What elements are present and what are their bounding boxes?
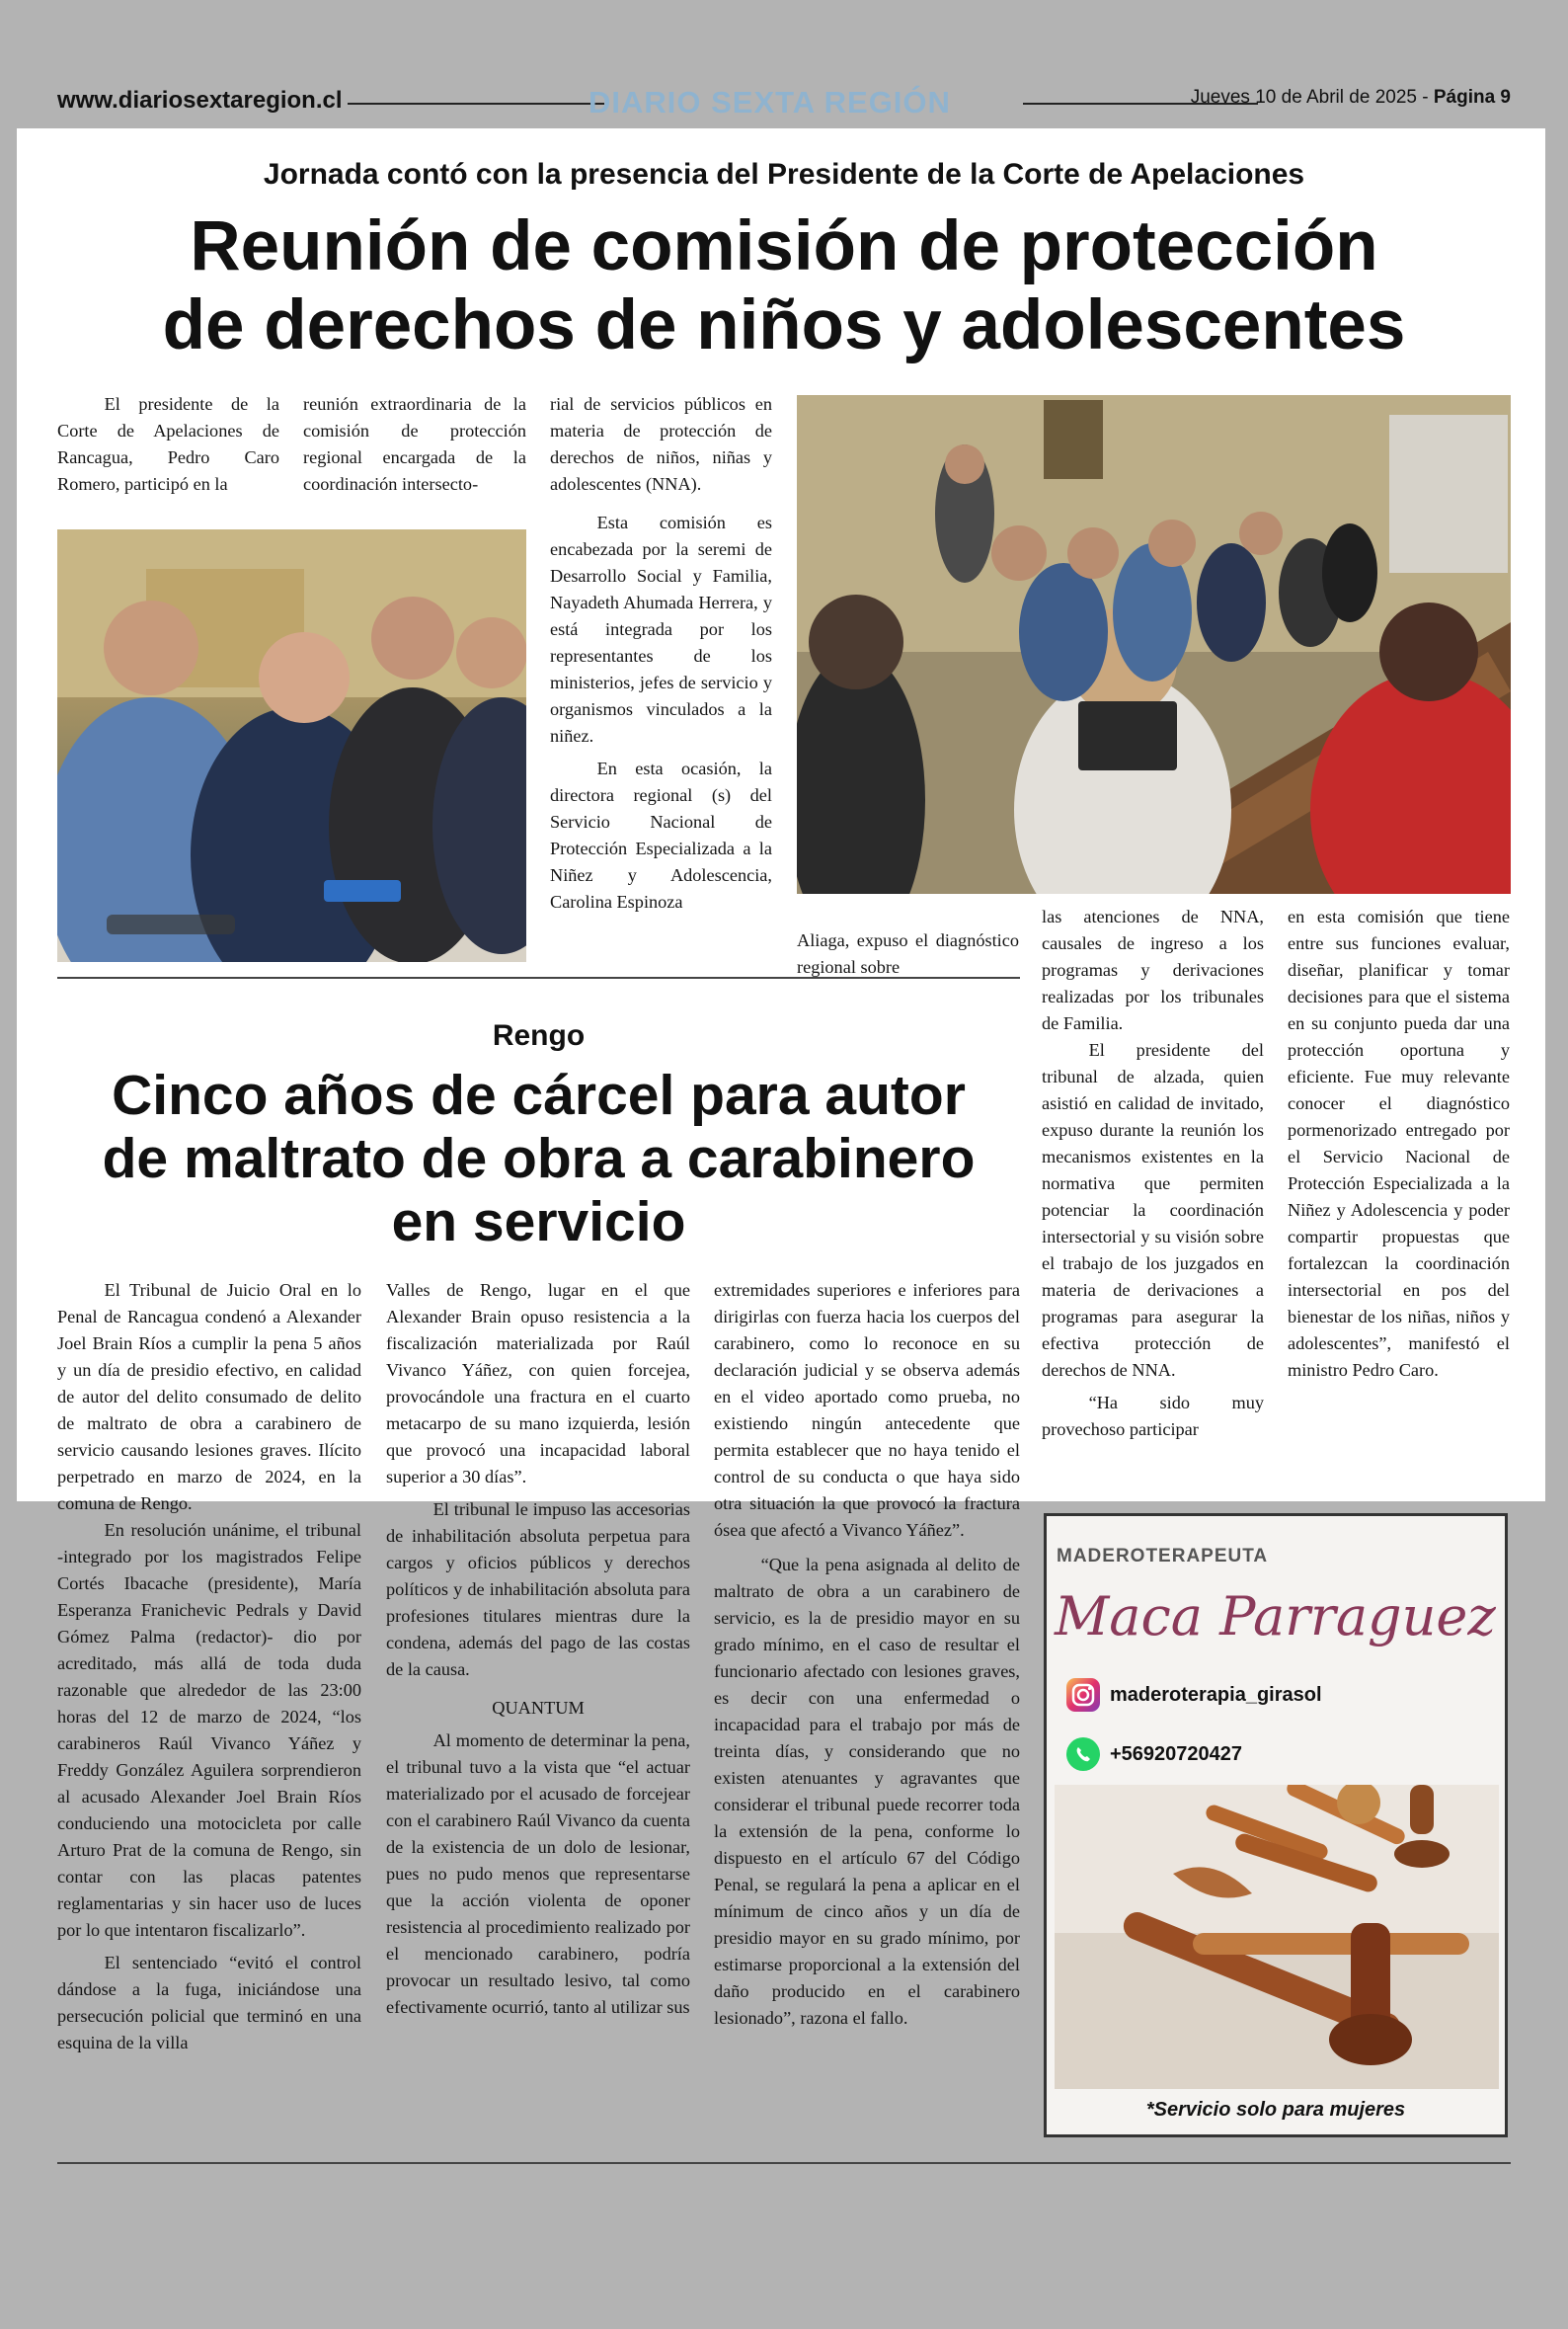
article2-kicker: Rengo (492, 1019, 586, 1052)
article1-col1 (57, 391, 279, 498)
paragraph: En resolución unánime, el tribunal -integrado por los magistrados Felipe Cortés Ibacache (presidente), María Esperanza Franichevic Pedrals y David Gómez Palma (redactor)- dio por acreditado, más allá de toda duda razonable que alrededor de las 23:00 horas del 12 de marzo de 2024, “los carabineros Raúl Vivanco Yáñez y Freddy González Aguilera sorprendieron al acusado Alexander Joel Brain Ríos conduciendo una motocicleta por calle Arturo Prat de la comuna de Rengo, sin contar con las placas patentes reglamentarias y sin hacer uso de luces por lo que intentaron fiscalizarlo”. (57, 1520, 361, 1940)
article1-col6 (1288, 904, 1510, 1384)
paragraph: rial de servicios públicos en materia de protección de derechos de niños, niñas y adolescentes (NNA). (550, 394, 772, 494)
paragraph: El presidente de la Corte de Apelaciones de Rancagua, Pedro Caro Romero, participó en la (57, 394, 279, 494)
article2-col3 (714, 1277, 1020, 2032)
ad-phone[interactable]: +56920720427 (1110, 1743, 1243, 1765)
article2-headline (57, 1065, 1020, 1253)
page-bottom-rule (57, 2162, 1511, 2164)
meeting-photo-left (57, 529, 526, 962)
article1-col3 (550, 391, 772, 916)
paragraph: reunión extraordinaria de la comisión de protección regional encargada de la coordinación intersecto- (303, 394, 526, 494)
page-number: Página 9 (1433, 87, 1511, 108)
ad-footer-note: *Servicio solo para mujeres (1145, 2099, 1406, 2121)
paragraph: Al momento de determinar la pena, el tribunal tuvo a la vista que “el actuar materializado por el acusado de forcejear con el carabinero Raúl Vivanco da cuenta de la existencia de un dolo de lesionar, pues no pudo menos que representarse que la acción violenta de oponer resistencia al procedimiento realizado por el mencionado carabinero, podría provocar un resultado lesivo, tal como efectivamente ocurrió, tanto al utilizar sus (386, 1730, 690, 2017)
section-divider (57, 977, 1020, 979)
paragraph: El Tribunal de Juicio Oral en lo Penal de Rancagua condenó a Alexander Joel Brain Ríos a cumplir la pena 5 años y un día de presidio efectivo, en calidad de autor del delito consumado de delito de maltrato de obra a carabinero de servicio causando lesiones graves. Ilícito perpetrado en marzo de 2024, en la comuna de Rengo. (57, 1280, 361, 1513)
masthead-divider (348, 103, 604, 105)
paragraph: “Ha sido muy provechoso participar (1042, 1393, 1264, 1439)
paragraph: Aliaga, expuso el diagnóstico regional sobre (797, 930, 1019, 977)
article2-col2 (386, 1277, 690, 2021)
ad-brand-name: Maca Parraguez (1055, 1585, 1496, 1647)
article2-title-line2: de maltrato de obra a carabinero (102, 1126, 976, 1190)
article2-title-line1: Cinco años de cárcel para autor (112, 1064, 966, 1127)
paragraph: las atenciones de NNA, causales de ingreso a los programas y derivaciones realizadas por los tribunales de Familia. (1042, 907, 1264, 1033)
subheading-quantum: QUANTUM (492, 1698, 585, 1718)
paragraph: extremidades superiores e inferiores para dirigirlas con fuerza hacia los cuerpos del carabinero, como lo reconoce en su declaración judicial y se observa además en el video aportado como prueba, no existiendo ningún antecedente que permita establecer que no haya tenido el control de su conducta o que haya sido otra situación la que provocó la fractura ósea que afectó a Vivanco Yáñez”. (714, 1280, 1020, 1540)
meeting-photo-right (797, 395, 1511, 894)
article2-col1 (57, 1277, 361, 2056)
paragraph: en esta comisión que tiene entre sus funciones evaluar, diseñar, planificar y tomar decisiones para que el sistema en su conjunto pueda dar una protección oportuna y eficiente. Fue muy relevante conocer el diagnóstico pormenorizado entregado por el Servicio Nacional de Protección Especializada a la Niñez y Adolescencia y poder compartir propuestas que fortalezcan la coordinación intersectorial en pos del bienestar de los niñas, niños y adolescentes”, manifestó el ministro Pedro Caro. (1288, 907, 1510, 1380)
ad-instagram-handle[interactable]: maderoterapia_girasol (1110, 1684, 1322, 1706)
paragraph: El tribunal le impuso las accesorias de inhabilitación absoluta perpetua para cargos y oficios públicos y derechos políticos y de inhabilitación absoluta para profesiones titulares mientras dure la condena, además del pago de las costas de la causa. (386, 1499, 690, 1679)
paragraph: Esta comisión es encabezada por la seremi de Desarrollo Social y Familia, Nayadeth Ahumada Herrera, y está integrada por los representantes de los ministerios, jefes de servicio y organismos vinculados a la niñez. (550, 513, 772, 746)
whatsapp-icon (1066, 1737, 1100, 1771)
article1-headline (39, 207, 1529, 364)
article2-title-line3: en servicio (391, 1189, 686, 1253)
meeting-photo-left-image (57, 529, 526, 962)
instagram-icon (1066, 1678, 1100, 1712)
advertisement[interactable] (1044, 1513, 1508, 2137)
article1-kicker: Jornada contó con la presencia del Presidente de la Corte de Apelaciones (263, 158, 1305, 191)
paragraph: Valles de Rengo, lugar en el que Alexander Brain opuso resistencia a la fiscalización materializada por Raúl Vivanco Yáñez, con quien forcejea, provocándole una fractura en el cuarto metacarpo de su mano izquierda, lesión que provocó una incapacidad laboral superior a 30 días”. (386, 1280, 690, 1486)
paragraph: El presidente del tribunal de alzada, quien asistió en calidad de invitado, expuso durante la reunión los mecanismos existentes en la normativa que permiten potenciar la coordinación intersectorial y su visión sobre el trabajo de los juzgados en materia de derivaciones a programas para asegurar la efectiva protección de derechos de NNA. (1042, 1040, 1264, 1380)
article1-title-line1: Reunión de comisión de protección (190, 207, 1378, 285)
paragraph: En esta ocasión, la directora regional (s) del Servicio Nacional de Protección Especializada a la Niñez y Adolescencia, Carolina Espinoza (550, 759, 772, 912)
paragraph: El sentenciado “evitó el control dándose a la fuga, iniciándose una persecución policial que terminó en una esquina de la villa (57, 1953, 361, 2052)
masthead-newspaper-name: DIARIO SEXTA REGIÓN (588, 85, 951, 120)
ad-label: MADEROTERAPEUTA (1057, 1546, 1269, 1566)
article1-col2 (303, 391, 526, 498)
article1-col4 (797, 927, 1019, 981)
article1-col5 (1042, 904, 1264, 1443)
masthead (57, 81, 1511, 126)
ad-wooden-tools-image (1055, 1785, 1499, 2089)
masthead-date: Jueves 10 de Abril de 2025 - Página 9 (1190, 87, 1511, 108)
article1-title-line2: de derechos de niños y adolescentes (162, 285, 1406, 364)
meeting-photo-right-image (797, 395, 1511, 894)
paragraph: “Que la pena asignada al delito de maltrato de obra a un carabinero de servicio, es la de presidio mayor en su grado mínimo, en el caso de resultar el funcionario afectado con lesiones graves, es decir con una enfermedad o incapacidad para el trabajo por más de treinta días, y considerando que no existen atenuantes y agravantes que considerar el tribunal puede recorrer toda la extensión de la pena, conforme lo dispuesto en el artículo 67 del Código Penal, se regulará la pena a aplicar en el mínimum de cinco años y un día de presidio mayor en su grado mínimo, por estimarse proporcional a la extensión del daño producido en el carabinero lesionado”, razona el fallo. (714, 1555, 1020, 2028)
masthead-site[interactable]: www.diariosextaregion.cl (57, 87, 343, 114)
